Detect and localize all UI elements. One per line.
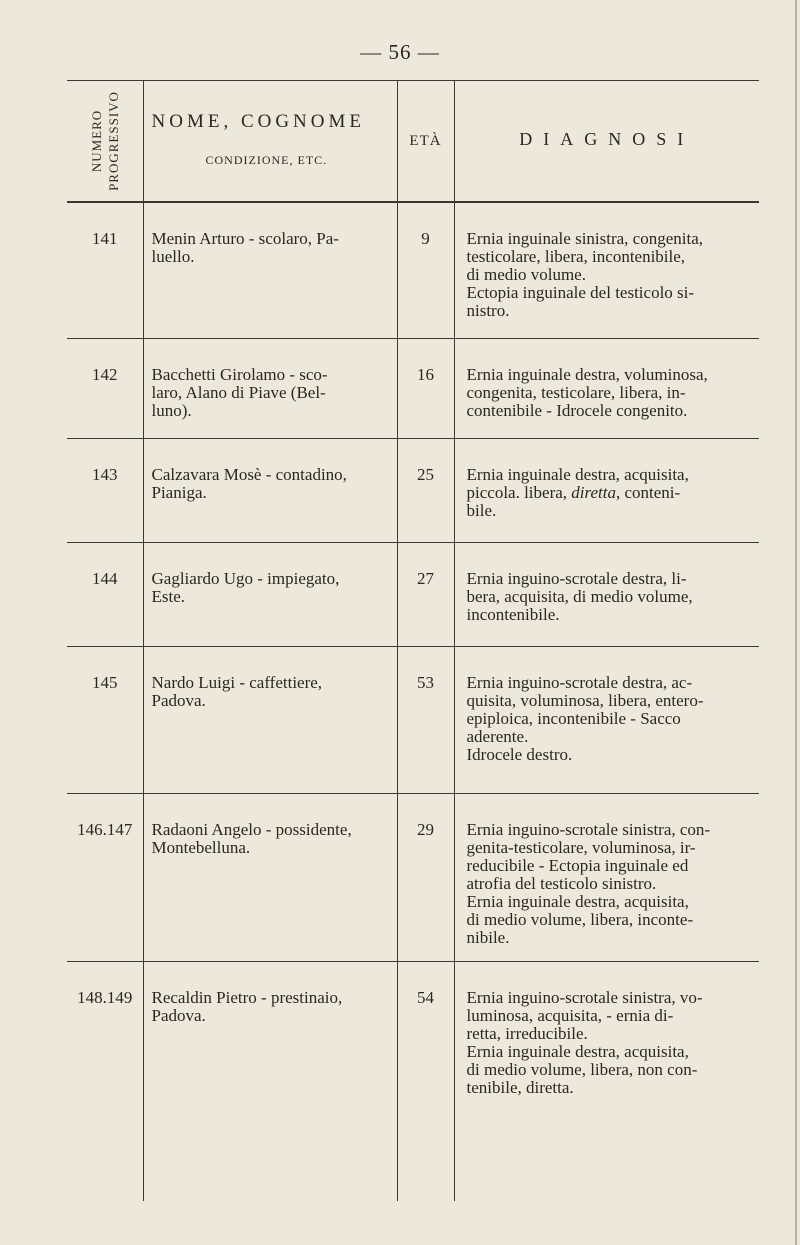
row-age: 27	[397, 542, 454, 646]
row-number: 141	[67, 202, 143, 338]
diagnosis-line: Ernia inguino-scrotale sinistra, con-	[466, 819, 711, 839]
diagnosis-line: di medio volume, libera, non con-	[466, 1059, 698, 1079]
diagnosis-line: reducibile - Ectopia inguinale ed	[466, 855, 689, 875]
header-diagnosis	[454, 81, 759, 203]
table-row	[67, 438, 759, 542]
row-number: 144	[67, 542, 143, 646]
name-line: Bacchetti Girolamo - sco-	[151, 364, 328, 384]
row-diagnosis	[454, 542, 759, 646]
row-name	[143, 202, 397, 338]
row-name	[143, 338, 397, 438]
header-number-line2: PROGRESSIVO	[105, 91, 121, 191]
row-age: 25	[397, 438, 454, 542]
row-age: 53	[397, 646, 454, 793]
diagnosis-line: aderente.	[466, 726, 529, 746]
diagnosis-line: Ernia inguinale sinistra, congenita,	[466, 229, 704, 248]
diagnosis-line: atrofia del testicolo sinistro.	[466, 873, 657, 893]
name-line: Radaoni Angelo - possidente,	[151, 819, 352, 839]
diagnosis-line: tenibile, diretta.	[466, 1077, 574, 1097]
header-name-title: NOME, COGNOME	[151, 111, 365, 132]
row-diagnosis	[454, 338, 759, 438]
diagnosis-line: Ernia inguinale destra, acquisita,	[466, 891, 689, 911]
diagnosis-line: Ernia inguino-scrotale sinistra, vo-	[466, 987, 703, 1007]
row-name	[143, 438, 397, 542]
row-diagnosis	[454, 438, 759, 542]
name-line: Padova.	[151, 1005, 206, 1025]
row-age: 29	[397, 793, 454, 961]
diagnosis-line: Ectopia inguinale del testicolo si-	[466, 283, 695, 302]
diagnosis-line: Ernia inguino-scrotale destra, li-	[466, 568, 687, 588]
diagnosis-line: genita-testicolare, voluminosa, ir-	[466, 837, 696, 857]
diagnosis-line: testicolare, libera, incontenibile,	[466, 247, 686, 266]
row-diagnosis	[454, 793, 759, 961]
header-diagnosis-label: DIAGNOSI	[519, 129, 695, 149]
name-line: Este.	[151, 586, 186, 606]
name-line: Pianiga.	[151, 482, 207, 502]
row-age: 9	[397, 202, 454, 338]
diagnosis-line: quisita, voluminosa, libera, entero-	[466, 690, 704, 710]
name-line: Gagliardo Ugo - impiegato,	[151, 568, 340, 588]
row-name	[143, 542, 397, 646]
table-row	[67, 338, 759, 438]
diagnosis-italic-term: diretta	[571, 482, 616, 502]
row-diagnosis	[454, 961, 759, 1201]
header-name	[143, 81, 397, 203]
diagnosis-line: bile.	[466, 500, 497, 520]
diagnosis-line: retta, irreducibile.	[466, 1023, 588, 1043]
row-age: 54	[397, 961, 454, 1201]
table-row	[67, 961, 759, 1201]
header-number	[67, 81, 143, 203]
row-number: 146.147	[67, 793, 143, 961]
row-diagnosis	[454, 202, 759, 338]
diagnosis-line: incontenibile.	[466, 604, 560, 624]
table-header-row	[67, 81, 759, 203]
diagnosis-text: piccola. libera,	[466, 482, 572, 502]
patient-register-table	[67, 80, 759, 1201]
diagnosis-line: bera, acquisita, di medio volume,	[466, 586, 693, 606]
diagnosis-line: luminosa, acquisita, - ernia di-	[466, 1005, 674, 1025]
name-line: Recaldin Pietro - prestinaio,	[151, 987, 343, 1007]
row-diagnosis	[454, 646, 759, 793]
name-line: Padova.	[151, 690, 206, 710]
diagnosis-line: Ernia inguinale destra, voluminosa,	[466, 364, 708, 384]
table-row	[67, 646, 759, 793]
diagnosis-line	[467, 484, 754, 502]
header-age	[397, 81, 454, 203]
header-name-subtitle: CONDIZIONE, ETC.	[205, 153, 328, 167]
header-age-label: ETÀ	[409, 133, 442, 149]
diagnosis-text: , conteni-	[615, 482, 681, 502]
name-line: Nardo Luigi - caffettiere,	[151, 672, 323, 692]
name-line: Menin Arturo - scolaro, Pa-	[151, 229, 339, 248]
row-name	[143, 646, 397, 793]
name-line: Calzavara Mosè - contadino,	[151, 464, 347, 484]
row-number: 148.149	[67, 961, 143, 1201]
diagnosis-line: epiploica, incontenibile - Sacco	[466, 708, 681, 728]
diagnosis-line: nibile.	[466, 927, 510, 947]
diagnosis-line: Ernia inguinale destra, acquisita,	[466, 1041, 689, 1061]
row-name	[143, 793, 397, 961]
diagnosis-line: Ernia inguinale destra, acquisita,	[466, 464, 689, 484]
row-name	[143, 961, 397, 1201]
page-number: — 56 —	[360, 40, 440, 64]
table-row	[67, 542, 759, 646]
page-edge-line	[795, 0, 797, 1245]
row-number: 143	[67, 438, 143, 542]
row-number: 145	[67, 646, 143, 793]
table-row	[67, 793, 759, 961]
name-line: luno).	[151, 400, 192, 420]
diagnosis-line: di medio volume, libera, inconte-	[466, 909, 694, 929]
diagnosis-line: congenita, testicolare, libera, in-	[466, 382, 686, 402]
row-number: 142	[67, 338, 143, 438]
header-number-line1: NUMERO	[88, 109, 104, 173]
name-line: laro, Alano di Piave (Bel-	[151, 382, 326, 402]
diagnosis-line: di medio volume.	[466, 265, 586, 284]
name-line: luello.	[151, 247, 195, 266]
diagnosis-line: Idrocele destro.	[466, 744, 573, 764]
diagnosis-line: contenibile - Idrocele congenito.	[466, 400, 688, 420]
diagnosis-line: Ernia inguino-scrotale destra, ac-	[466, 672, 693, 692]
row-age: 16	[397, 338, 454, 438]
diagnosis-line: nistro.	[466, 301, 510, 320]
table-row	[67, 202, 759, 338]
name-line: Montebelluna.	[151, 837, 251, 857]
